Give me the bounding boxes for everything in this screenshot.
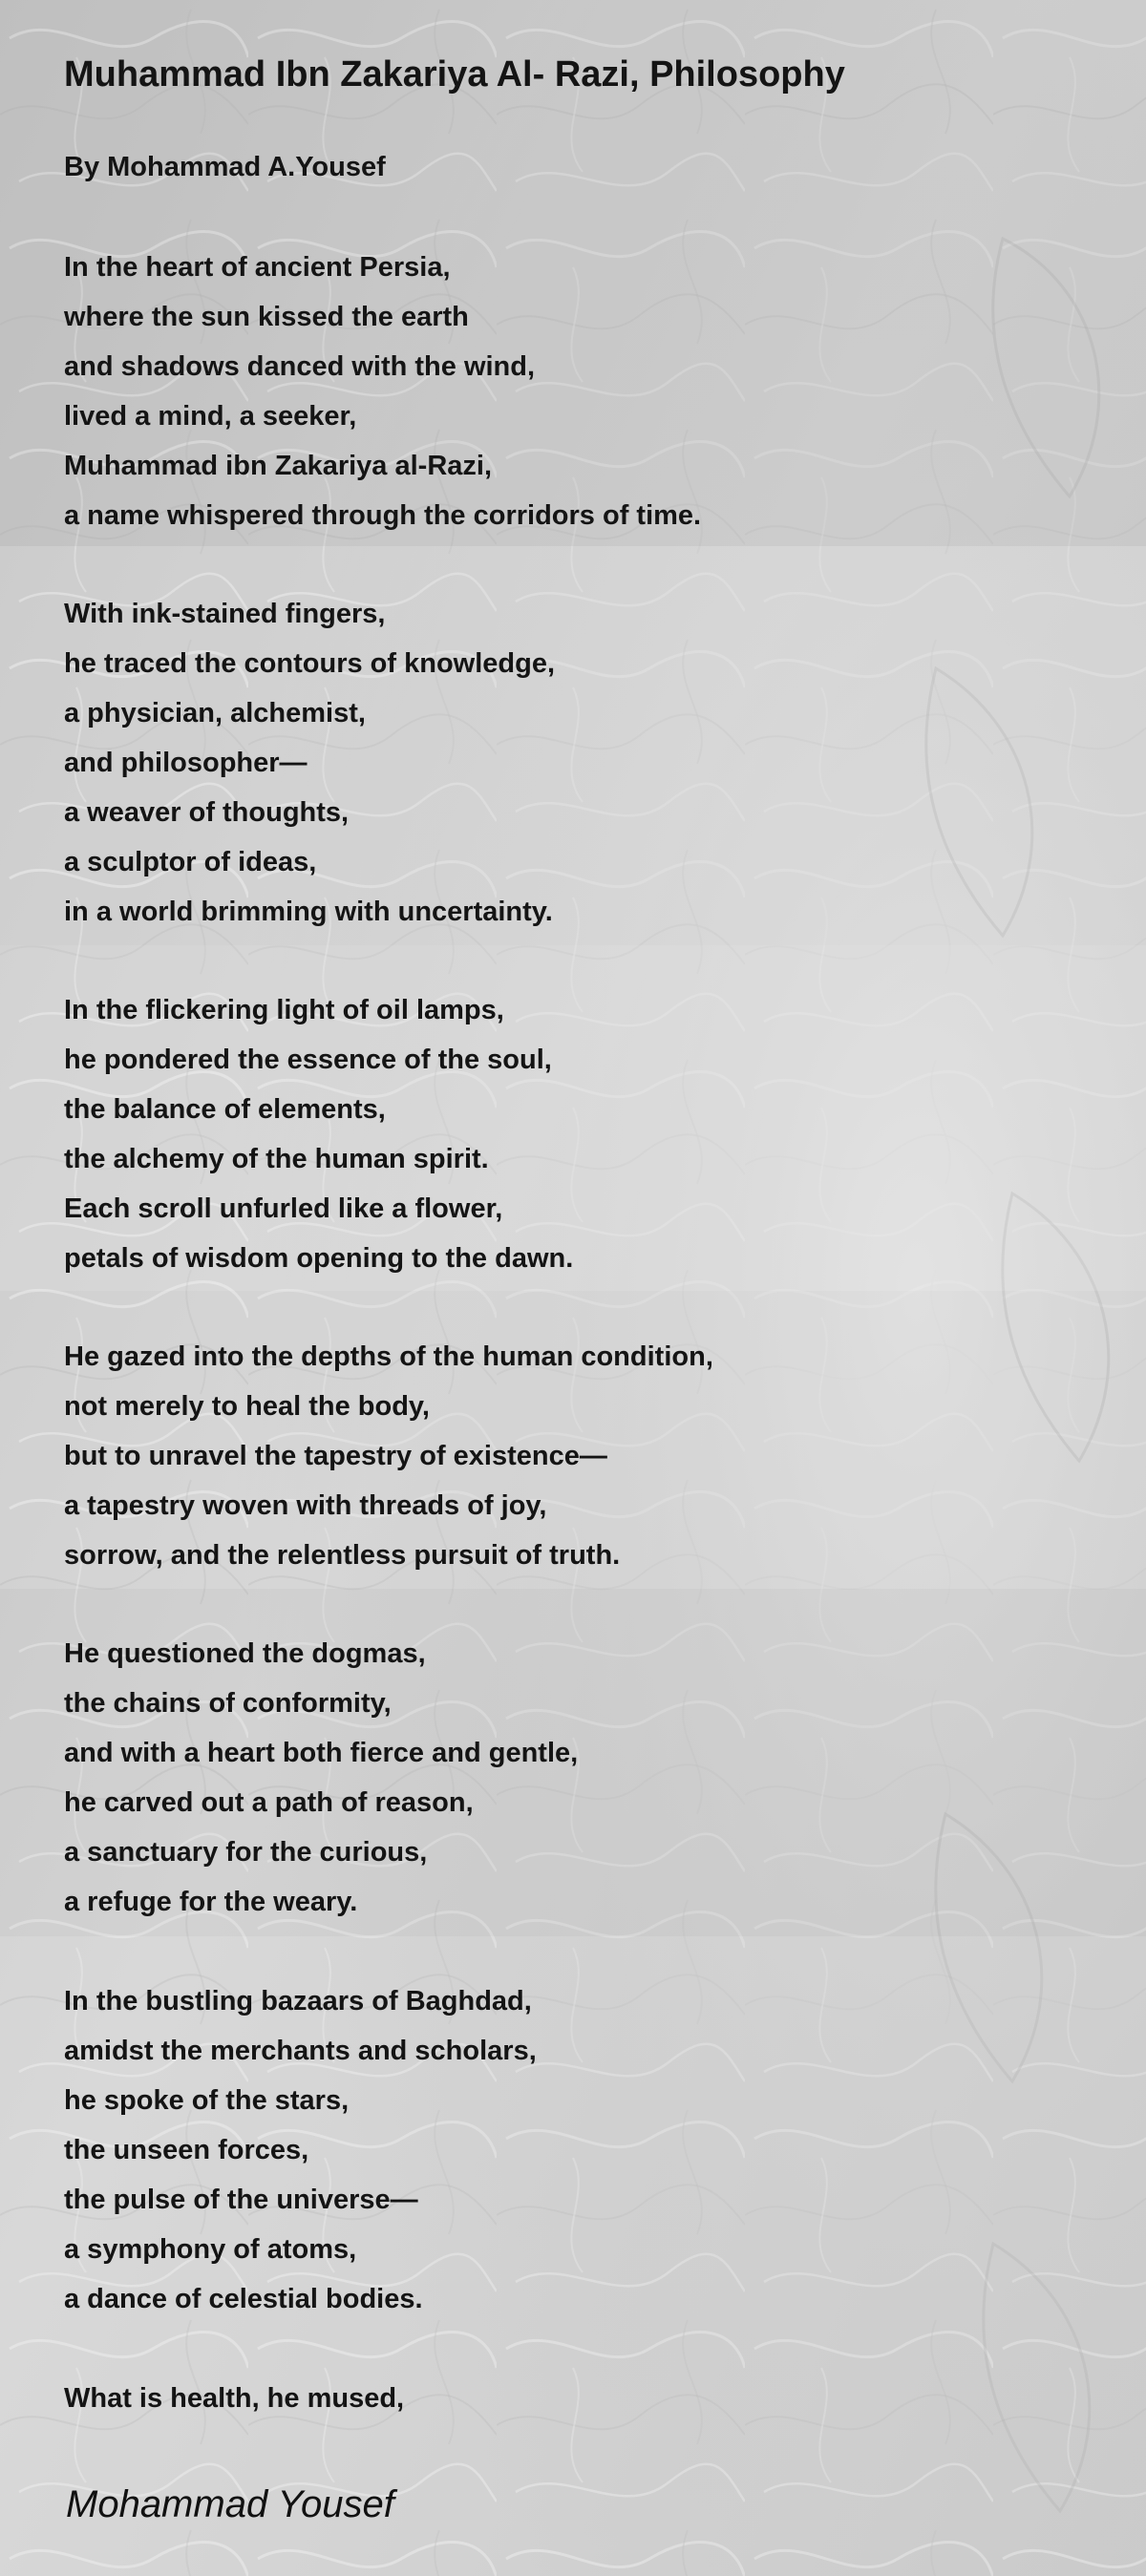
poem-line: In the heart of ancient Persia, [64, 252, 451, 283]
poem-line: amidst the merchants and scholars, [64, 2036, 537, 2066]
poem-line: the unseen forces, [64, 2135, 309, 2165]
stanza-3 [64, 985, 573, 1283]
poem-line: sorrow, and the relentless pursuit of truth. [64, 1540, 621, 1571]
poem-line: What is health, he mused, [64, 2383, 405, 2414]
poem-line: a tapestry woven with threads of joy, [64, 1490, 547, 1521]
stanza-5 [64, 1629, 578, 1927]
poem-line: the alchemy of the human spirit. [64, 1144, 489, 1174]
poem-title: Muhammad Ibn Zakariya Al- Razi, Philosophy [64, 54, 845, 95]
poem-line: but to unravel the tapestry of existence— [64, 1441, 607, 1471]
poem-line: a symphony of atoms, [64, 2234, 357, 2265]
poem-line: and philosopher— [64, 748, 308, 778]
poem-line: a weaver of thoughts, [64, 797, 350, 828]
poem-line: lived a mind, a seeker, [64, 401, 357, 432]
poem-line: the balance of elements, [64, 1094, 386, 1125]
poem-line: the pulse of the universe— [64, 2185, 418, 2215]
poem-line: not merely to heal the body, [64, 1391, 430, 1422]
stanza-2 [64, 589, 555, 937]
poem-line: and shadows danced with the wind, [64, 351, 536, 382]
poem-line: a refuge for the weary. [64, 1887, 358, 1917]
poem-line: Muhammad ibn Zakariya al-Razi, [64, 451, 493, 481]
poem-line: a physician, alchemist, [64, 698, 366, 728]
poem-line: petals of wisdom opening to the dawn. [64, 1243, 574, 1274]
poem-line: he carved out a path of reason, [64, 1787, 474, 1818]
poem-line: a name whispered through the corridors of time. [64, 500, 702, 531]
poem-line: a sanctuary for the curious, [64, 1837, 428, 1868]
poem-line: With ink-stained fingers, [64, 599, 386, 629]
stanza-6 [64, 1976, 537, 2324]
poem-line: the chains of conformity, [64, 1688, 392, 1719]
poem-line: he traced the contours of knowledge, [64, 648, 556, 679]
poem-byline: By Mohammad A.Yousef [64, 152, 386, 182]
poem-line: a dance of celestial bodies. [64, 2284, 423, 2314]
poem-line: In the bustling bazaars of Baghdad, [64, 1986, 532, 2016]
poem-line: Each scroll unfurled like a flower, [64, 1193, 503, 1224]
author-signature: Mohammad Yousef [66, 2483, 394, 2525]
poem-line: where the sun kissed the earth [64, 302, 469, 332]
poem-line: he spoke of the stars, [64, 2085, 350, 2116]
poem-line: In the flickering light of oil lamps, [64, 995, 504, 1025]
poem-line: a sculptor of ideas, [64, 847, 317, 877]
poem-line: He questioned the dogmas, [64, 1638, 426, 1669]
stanza-1 [64, 243, 701, 540]
poem-line: in a world brimming with uncertainty. [64, 897, 553, 927]
poem-line: He gazed into the depths of the human condition, [64, 1341, 713, 1372]
stanza-4 [64, 1332, 713, 1580]
poem-line: and with a heart both fierce and gentle, [64, 1738, 579, 1768]
stanza-7 [64, 2374, 404, 2423]
poem-line: he pondered the essence of the soul, [64, 1045, 552, 1075]
